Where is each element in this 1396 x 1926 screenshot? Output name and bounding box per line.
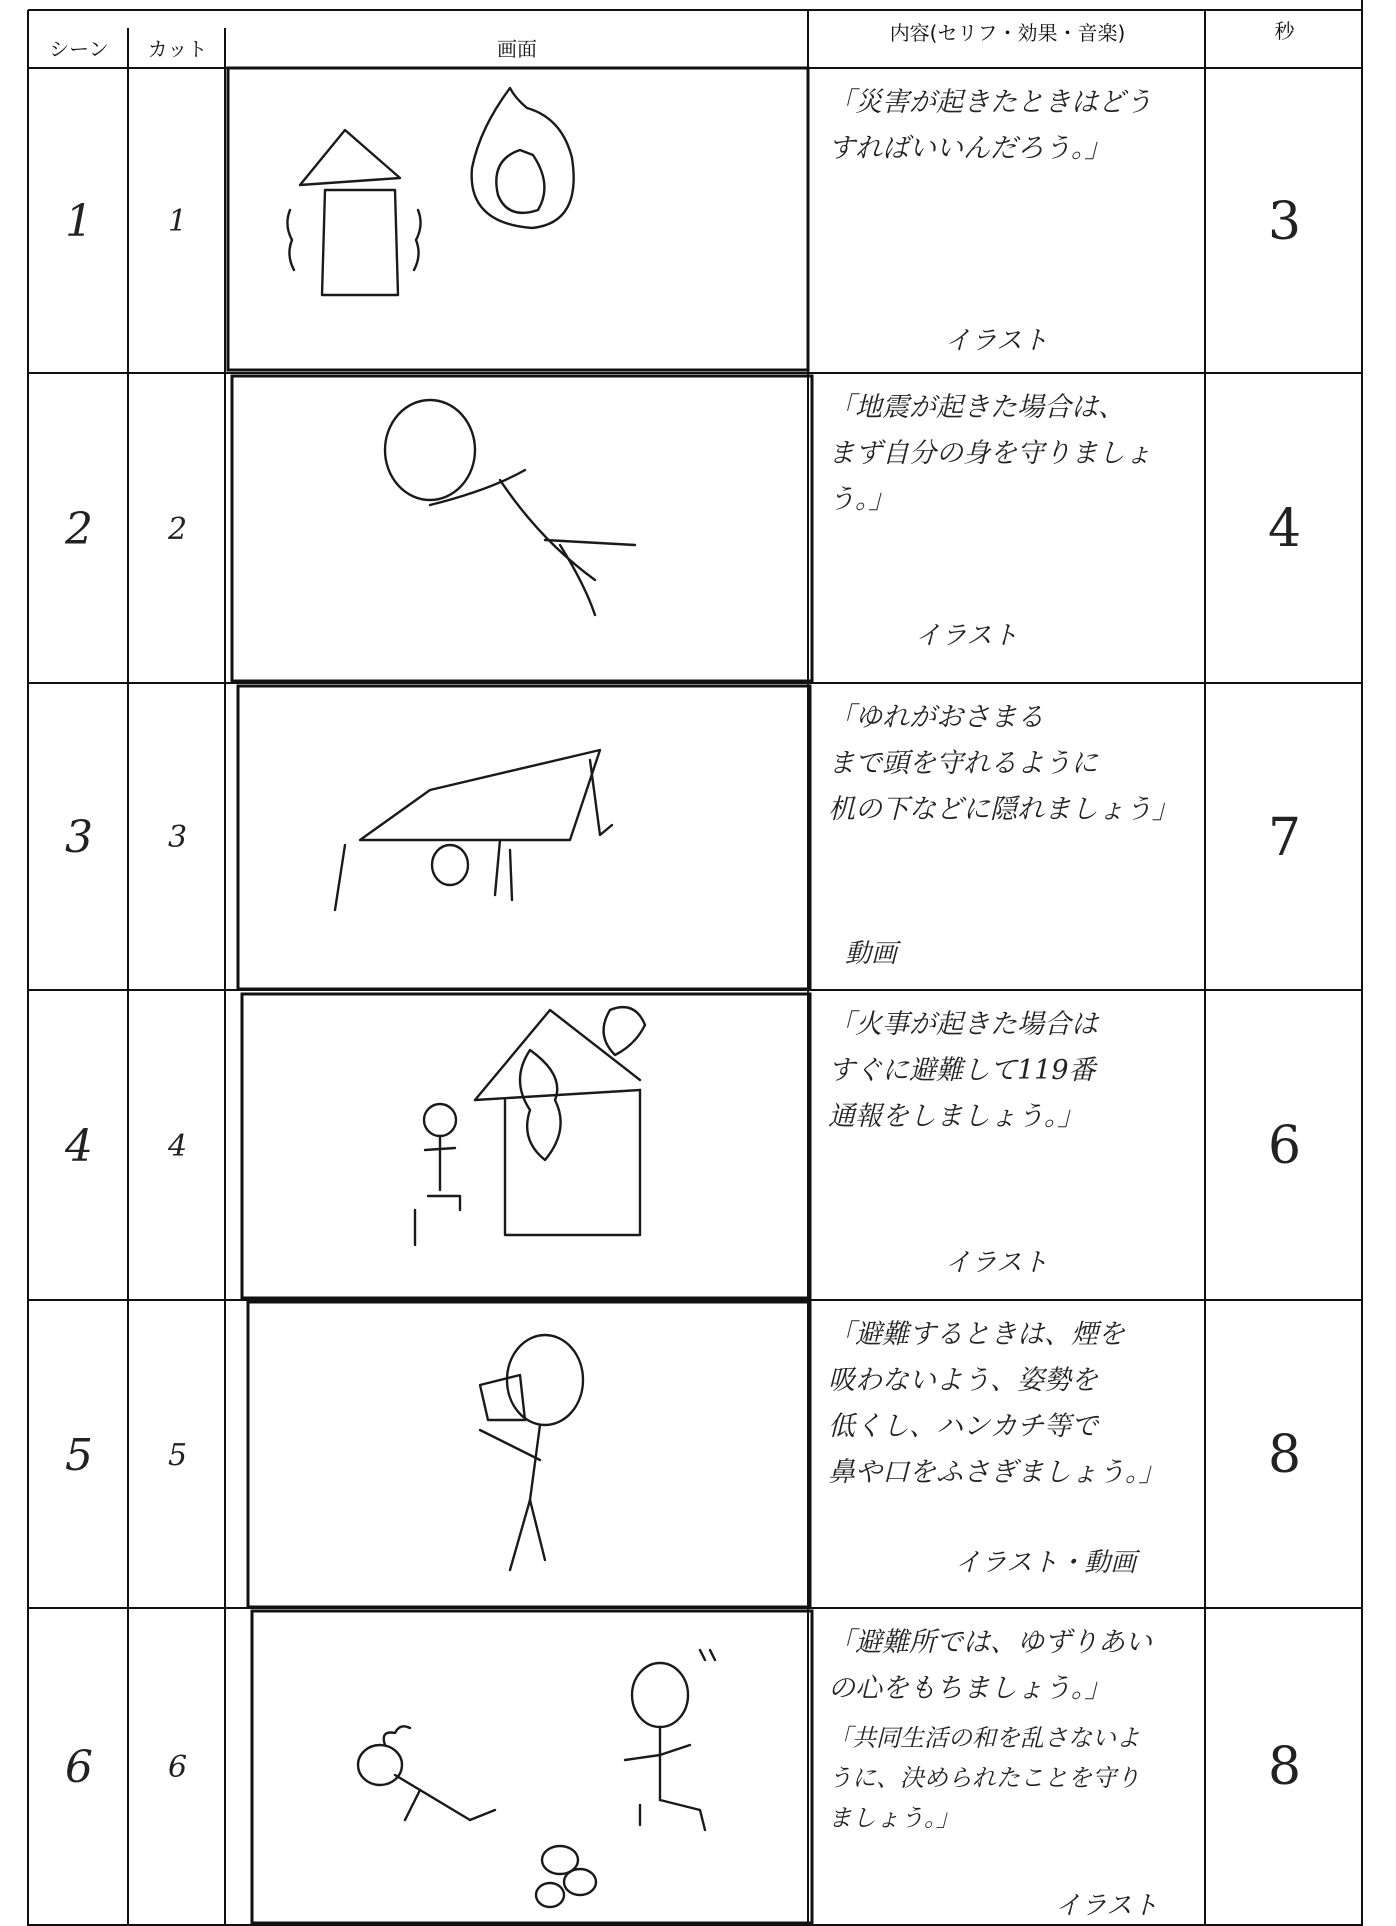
media-type-note: イラスト [1055, 1891, 1159, 1921]
header-scene: シーン [49, 37, 109, 61]
dialogue-line: 「共同生活の和を乱さないよ [828, 1724, 1140, 1752]
dialogue-line: 「火事が起きた場合は [828, 1009, 1098, 1040]
dialogue-line: 机の下などに隠れましょう」 [828, 794, 1179, 825]
dialogue-line: 「災害が起きたときはどう [828, 87, 1152, 118]
duration-seconds: 8 [1267, 1425, 1302, 1485]
storyboard-row [0, 70, 1396, 373]
cut-number: 3 [167, 820, 188, 855]
scene-number: 6 [65, 1741, 93, 1793]
media-type-note: イラスト [915, 621, 1019, 651]
dialogue-line: 通報をしましょう。」 [828, 1101, 1085, 1132]
duration-seconds: 6 [1267, 1116, 1302, 1176]
dialogue-line: 「ゆれがおさまる [828, 702, 1044, 733]
cut-number: 5 [167, 1437, 188, 1473]
scene-number: 5 [65, 1429, 93, 1481]
cut-number: 1 [167, 204, 188, 239]
duration-seconds: 7 [1267, 807, 1302, 868]
scene-number: 3 [65, 812, 93, 863]
dialogue-line: 吸わないよう、姿勢を [828, 1365, 1098, 1396]
cut-number: 4 [167, 1128, 188, 1164]
header-cut: カット [147, 37, 208, 61]
dialogue-line: まず自分の身を守りましょ [828, 438, 1152, 469]
dialogue-line: 低くし、ハンカチ等で [828, 1411, 1098, 1442]
scene-number: 4 [65, 1120, 93, 1172]
dialogue-line: 鼻や口をふさぎましょう。」 [828, 1457, 1166, 1488]
storyboard-row [0, 992, 1396, 1300]
header-content: 内容(セリフ・効果・音楽) [889, 21, 1126, 45]
duration-seconds: 3 [1267, 191, 1302, 252]
content-cell [810, 375, 1204, 683]
content-cell [810, 992, 1204, 1300]
storyboard-row [0, 1302, 1396, 1608]
dialogue-line: すぐに避難して119番 [828, 1055, 1096, 1086]
dialogue-line: の心をもちましょう。」 [828, 1673, 1112, 1704]
dialogue-line: う。」 [828, 484, 896, 515]
dialogue-line: ましょう。」 [828, 1804, 960, 1832]
scene-number: 2 [65, 503, 93, 555]
content-cell [810, 1302, 1204, 1608]
storyboard-row [0, 375, 1396, 683]
duration-seconds: 4 [1267, 499, 1302, 559]
dialogue-line: うに、決められたことを守り [828, 1764, 1140, 1792]
dialogue-line: 「避難するときは、煙を [828, 1319, 1125, 1350]
header-seconds: 秒 [1274, 19, 1295, 43]
header-screen: 画面 [497, 37, 537, 61]
dialogue-line: すればいいんだろう。」 [828, 133, 1112, 164]
scene-number: 1 [65, 196, 93, 247]
storyboard-row [0, 685, 1396, 990]
dialogue-line: 「地震が起きた場合は、 [828, 392, 1125, 423]
content-cell [810, 685, 1204, 990]
content-cell [810, 70, 1204, 373]
duration-seconds: 8 [1267, 1737, 1302, 1797]
media-type-note: イラスト [945, 326, 1049, 356]
media-type-note: イラスト [945, 1248, 1049, 1278]
cut-number: 6 [167, 1749, 188, 1785]
storyboard-row [0, 1610, 1396, 1924]
dialogue-line: まで頭を守れるように [828, 748, 1098, 779]
media-type-note: 動画 [845, 939, 898, 969]
content-cell [810, 1610, 1204, 1924]
cut-number: 2 [167, 511, 188, 547]
dialogue-line: 「避難所では、ゆずりあい [828, 1627, 1152, 1658]
media-type-note: イラスト・動画 [955, 1548, 1137, 1578]
